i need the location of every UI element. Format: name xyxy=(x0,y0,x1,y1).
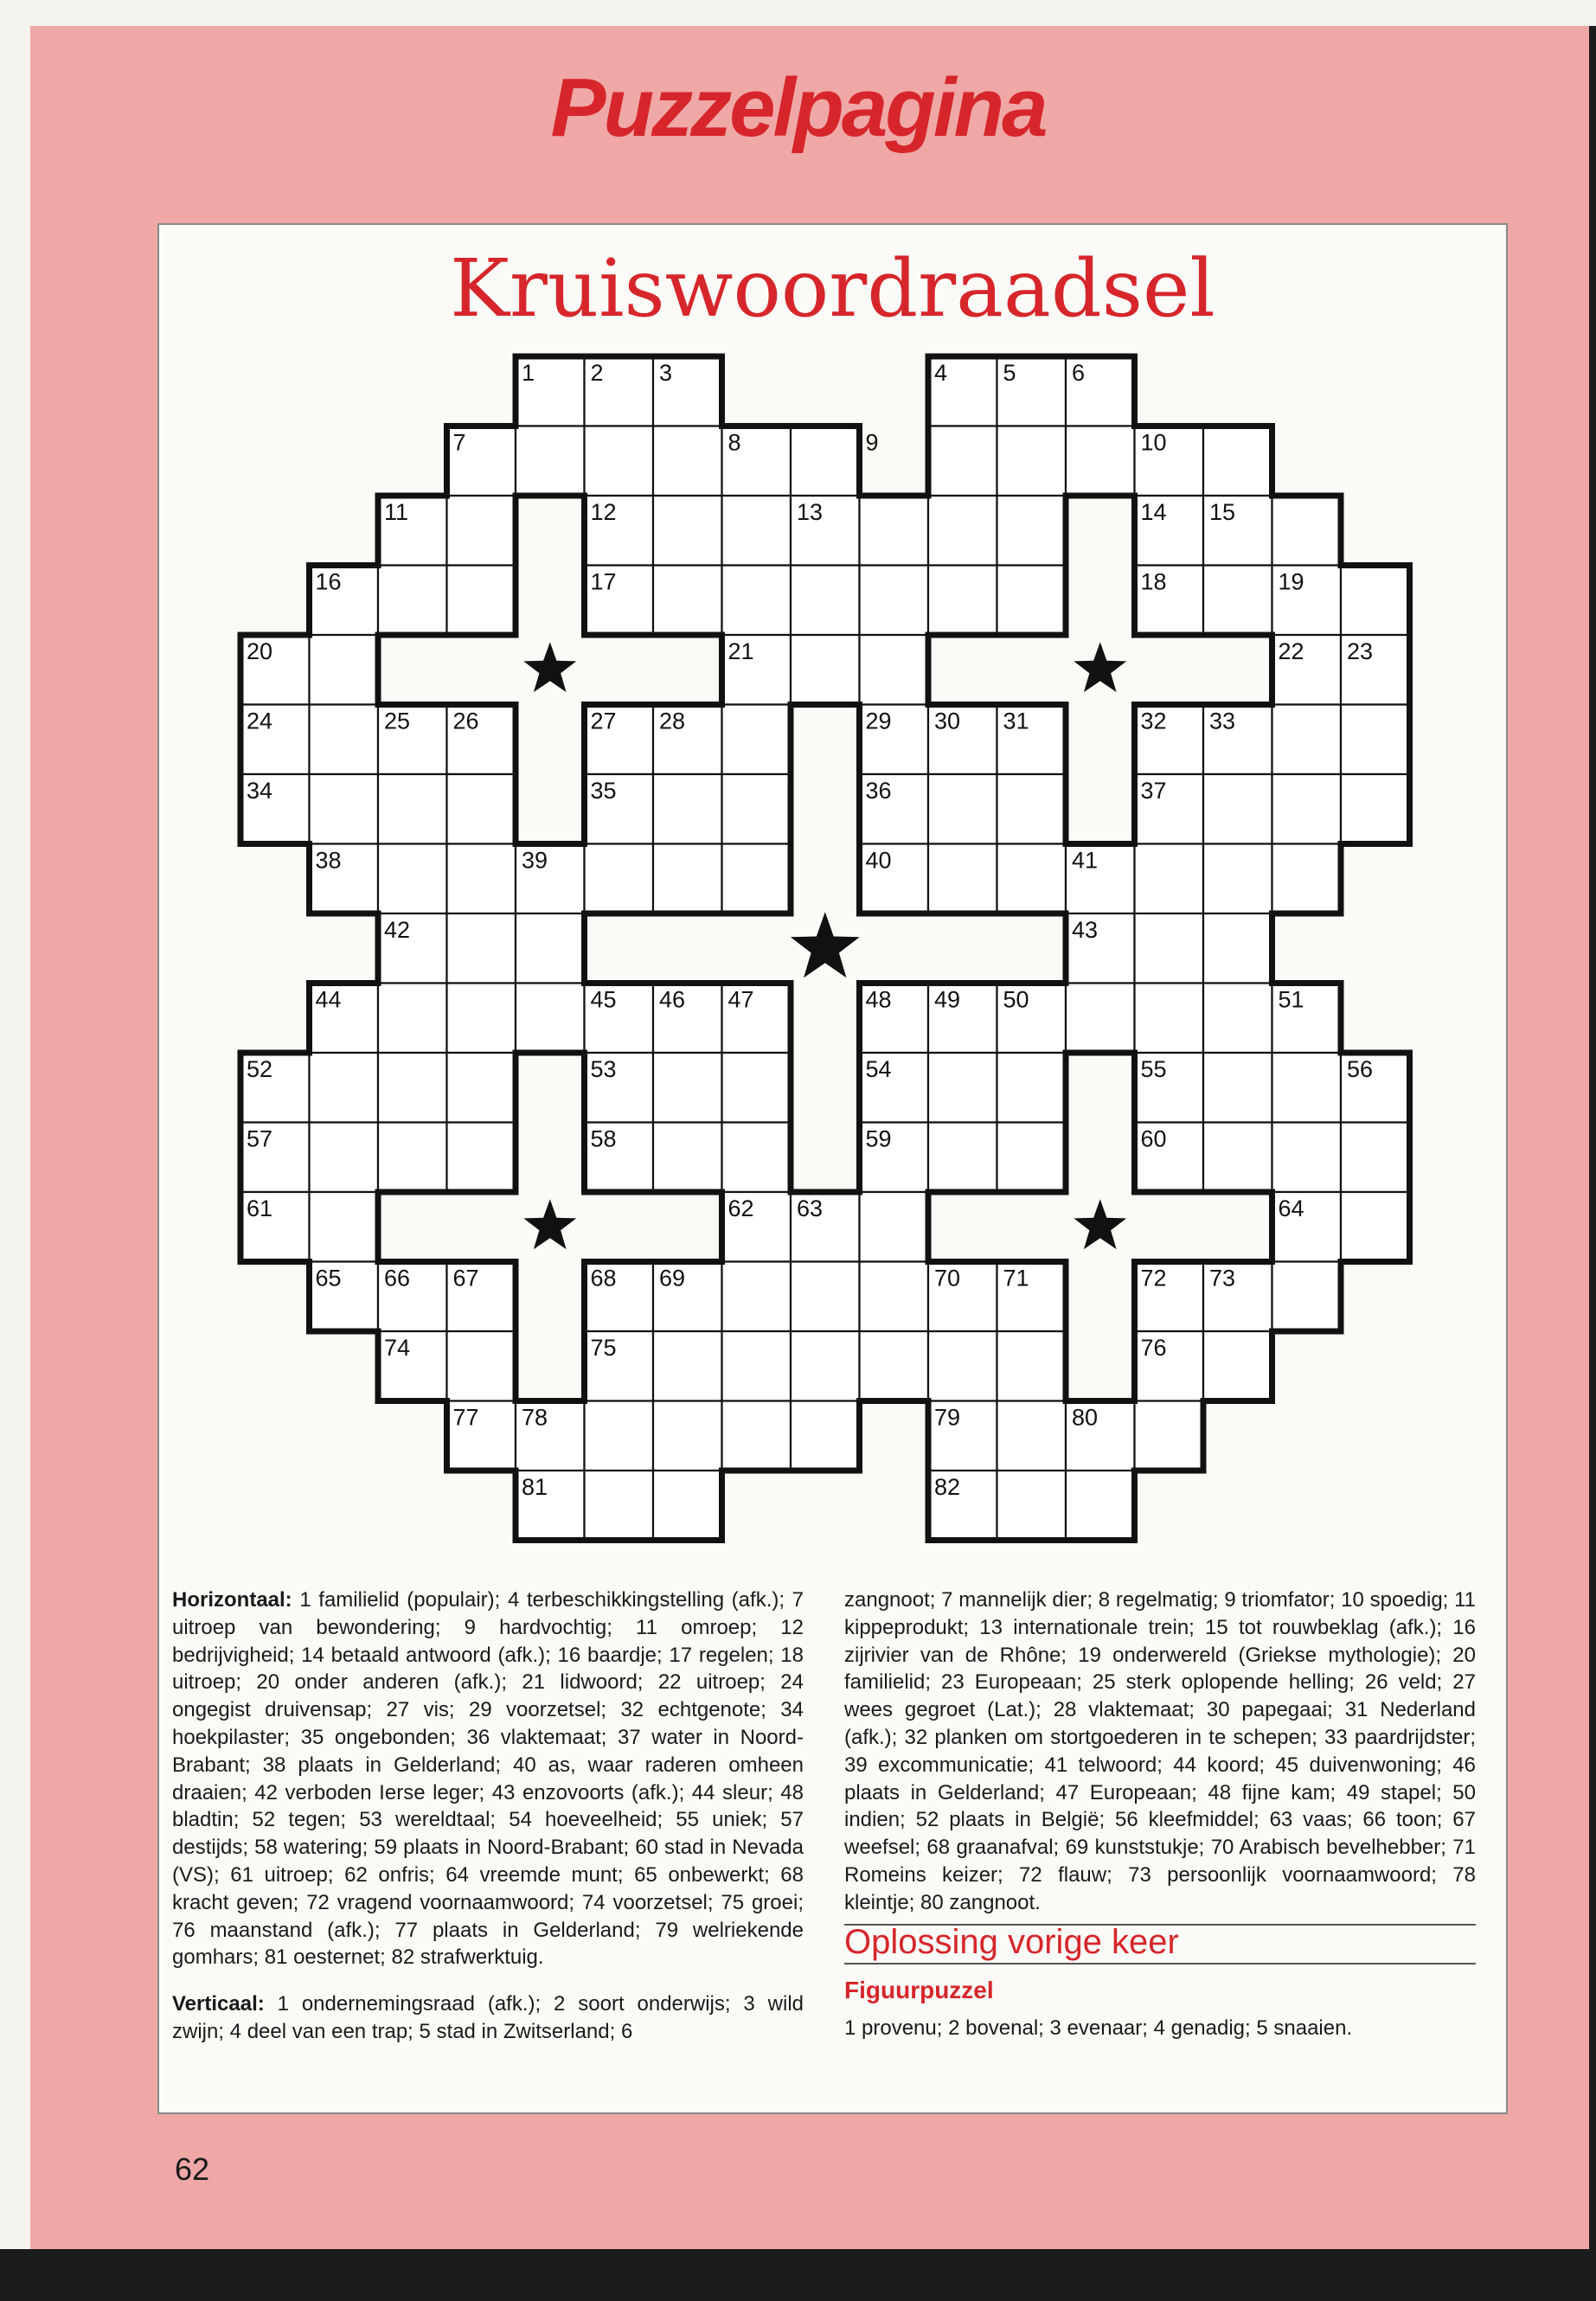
cell-number: 60 xyxy=(1140,1125,1167,1152)
cell-number: 73 xyxy=(1209,1265,1236,1292)
grid-cell xyxy=(378,844,447,914)
cell-number: 3 xyxy=(659,360,673,386)
grid-cell xyxy=(1272,1053,1342,1123)
grid-cell xyxy=(310,774,379,844)
grid-cell xyxy=(1341,774,1410,844)
grid-cell xyxy=(1272,496,1342,566)
grid-cell xyxy=(653,1471,722,1541)
grid-cell xyxy=(997,774,1067,844)
grid-cell xyxy=(516,984,585,1054)
grid-cell xyxy=(447,913,516,984)
grid-cell xyxy=(997,1053,1067,1123)
grid-cell xyxy=(585,1401,654,1471)
grid-cell xyxy=(1272,1123,1342,1193)
grid-cell xyxy=(1203,1123,1272,1193)
cell-number: 7 xyxy=(452,429,466,456)
grid-cell xyxy=(1341,566,1410,636)
grid-cell xyxy=(722,1123,792,1193)
grid-cell xyxy=(1066,1471,1135,1541)
grid-cell xyxy=(722,1053,792,1123)
grid-cell xyxy=(447,496,516,566)
grid-cell xyxy=(447,566,516,636)
grid-cell xyxy=(860,496,929,566)
grid-cell xyxy=(310,1053,379,1123)
cell-number: 80 xyxy=(1072,1404,1099,1431)
cell-number: 33 xyxy=(1209,708,1236,734)
grid-cell xyxy=(791,635,860,705)
cell-number: 72 xyxy=(1140,1265,1167,1292)
cell-number: 56 xyxy=(1347,1056,1374,1082)
cell-number: 10 xyxy=(1140,429,1167,456)
section-title: Puzzelpagina xyxy=(550,61,1046,154)
cell-number: 34 xyxy=(247,778,273,804)
cell-number: 26 xyxy=(452,708,479,734)
clues-section xyxy=(172,1586,1476,2123)
grid-cell xyxy=(1135,984,1204,1054)
cell-number: 41 xyxy=(1072,847,1099,874)
cell-number: 28 xyxy=(659,708,686,734)
cell-number: 4 xyxy=(934,360,948,386)
cell-number: 59 xyxy=(865,1125,892,1152)
cell-number: 66 xyxy=(384,1265,411,1292)
vertical-clues-start xyxy=(172,1990,804,2046)
grid-cell xyxy=(722,566,792,636)
grid-cell xyxy=(1066,984,1135,1054)
cell-number: 62 xyxy=(727,1195,754,1221)
grid-cell xyxy=(791,566,860,636)
grid-cell xyxy=(653,1331,722,1401)
grid-cell xyxy=(378,1053,447,1123)
cell-number: 54 xyxy=(865,1056,892,1082)
cell-number: 16 xyxy=(315,568,342,595)
grid-cell xyxy=(997,1123,1067,1193)
grid-cell xyxy=(1272,774,1342,844)
horizontal-clues xyxy=(172,1586,804,1971)
grid-cell xyxy=(1203,1053,1272,1123)
cell-number: 79 xyxy=(934,1404,961,1431)
star-icon xyxy=(523,1199,576,1249)
grid-cell xyxy=(447,774,516,844)
grid-cell xyxy=(791,1331,860,1401)
grid-cell xyxy=(516,426,585,497)
cell-number: 11 xyxy=(384,499,409,525)
page-number: 62 xyxy=(175,2151,210,2187)
cell-number: 69 xyxy=(659,1265,686,1292)
grid-cell xyxy=(928,1053,997,1123)
cell-number: 64 xyxy=(1278,1195,1304,1221)
cell-number: 76 xyxy=(1140,1335,1167,1361)
vertical-clues-continued: zangnoot; 7 mannelijk dier; 8 regelmatig; 9 triomfator; 10 spoedig; 11 kippeprodukt; 13 internationale trein; 15 tot rouwbeklag (afk.); 16 zijrivier van de Rhône; 19 onderwereld (Griekse mythologie); 20 familielid; 23 Europeaan; 25 sterk oplopende helling; 26 veld; 27 wees gegroet (Lat.); 28 vlaktemaat; 30 papegaai; 31 Nederland (afk.); 32 planken om stortgoederen in te schepen; 33 paardrijdster; 39 excommunicatie; 41 telwoord; 44 koord; 45 duivenwoning; 46 plaats in Gelderland; 47 Europeaan; 48 fijne kam; 49 stapel; 50 indien; 52 plaats in België; 56 kleefmiddel; 63 vaas; 66 toon; 67 weefsel; 68 graanafval; 69 kunststukje; 70 Arabisch bevelhebber; 71 Romeins keizer; 72 flauw; 73 persoonlijk voornaamwoord; 78 kleintje; 80 zangnoot. xyxy=(844,1588,1476,1914)
cell-number: 22 xyxy=(1278,638,1304,664)
cell-number: 67 xyxy=(452,1265,479,1292)
grid-cell xyxy=(310,635,379,705)
cell-number: 53 xyxy=(590,1056,617,1082)
grid-cell xyxy=(928,566,997,636)
clues-column-left xyxy=(172,1586,804,2065)
grid-cell xyxy=(653,496,722,566)
cell-number: 1 xyxy=(522,360,535,386)
cell-number: 23 xyxy=(1347,638,1374,664)
grid-cell xyxy=(1135,844,1204,914)
cell-number: 49 xyxy=(934,986,961,1013)
grid-cell xyxy=(653,566,722,636)
cell-number: 63 xyxy=(797,1195,824,1221)
grid-cell xyxy=(310,1192,379,1262)
grid-cell xyxy=(997,566,1067,636)
star-icon xyxy=(1074,642,1126,692)
grid-cell xyxy=(447,1331,516,1401)
cell-number: 47 xyxy=(727,986,754,1013)
cell-number: 65 xyxy=(315,1265,342,1292)
grid-cell xyxy=(447,844,516,914)
puzzle-title: Kruiswoordraadsel xyxy=(450,242,1215,335)
cell-number: 36 xyxy=(865,778,892,804)
vertical-clues-text: 1 ondernemingsraad (afk.); 2 soort onderwijs; 3 wild zwijn; 4 deel van een trap; 5 stad in Zwitserland; 6 xyxy=(172,1992,804,2043)
grid-cell xyxy=(585,1471,654,1541)
cell-number: 17 xyxy=(590,568,617,595)
grid-cell xyxy=(1066,426,1135,497)
cell-number: 74 xyxy=(384,1335,411,1361)
cell-number: 61 xyxy=(247,1195,273,1221)
cell-number: 30 xyxy=(934,708,961,734)
grid-cell xyxy=(928,844,997,914)
cell-number: 19 xyxy=(1278,568,1304,595)
cell-number: 38 xyxy=(315,847,342,874)
cell-number: 32 xyxy=(1140,708,1167,734)
cell-number: 77 xyxy=(452,1404,479,1431)
cell-number: 40 xyxy=(865,847,892,874)
grid-cell xyxy=(653,1401,722,1471)
star-icon xyxy=(791,912,860,977)
grid-cell xyxy=(997,426,1067,497)
cell-number: 35 xyxy=(590,778,617,804)
grid-cell xyxy=(860,566,929,636)
grid-cell xyxy=(860,1192,929,1262)
grid-cell xyxy=(722,844,792,914)
grid-cell xyxy=(653,844,722,914)
grid-cell xyxy=(997,1331,1067,1401)
cell-number: 51 xyxy=(1278,986,1304,1013)
grid-cell xyxy=(1341,1123,1410,1193)
cell-number: 55 xyxy=(1140,1056,1167,1082)
grid-cell xyxy=(447,984,516,1054)
grid-cell xyxy=(928,1331,997,1401)
cell-number: 44 xyxy=(315,986,342,1013)
cell-number: 45 xyxy=(590,986,617,1013)
cell-number: 14 xyxy=(1140,499,1167,525)
grid-cell xyxy=(1203,426,1272,497)
grid-cell xyxy=(653,1123,722,1193)
grid-cell xyxy=(791,1262,860,1332)
grid-cell xyxy=(378,1123,447,1193)
cell-number: 46 xyxy=(659,986,686,1013)
cell-number: 27 xyxy=(590,708,617,734)
grid-cell xyxy=(928,1123,997,1193)
grid-cell xyxy=(653,774,722,844)
grid-cell xyxy=(516,913,585,984)
grid-cell xyxy=(1272,1262,1342,1332)
star-icon xyxy=(523,642,576,692)
cell-number: 2 xyxy=(590,360,604,386)
grid-cell xyxy=(378,984,447,1054)
grid-cell xyxy=(997,1471,1067,1541)
grid-cell xyxy=(653,426,722,497)
cell-number: 52 xyxy=(247,1056,273,1082)
grid-cell xyxy=(722,1262,792,1332)
cell-number: 31 xyxy=(1003,708,1029,734)
grid-cell xyxy=(1203,844,1272,914)
grid-cell xyxy=(447,1053,516,1123)
grid-cell xyxy=(860,635,929,705)
cell-number: 43 xyxy=(1072,917,1099,943)
solution-subtitle: Figuurpuzzel xyxy=(844,1977,994,2004)
grid-cell xyxy=(1272,844,1342,914)
grid-cell xyxy=(1135,1401,1204,1471)
cell-number: 18 xyxy=(1140,568,1167,595)
grid-cell xyxy=(722,705,792,775)
cell-number: 70 xyxy=(934,1265,961,1292)
grid-cell xyxy=(722,496,792,566)
cell-number: 8 xyxy=(727,429,741,456)
grid-cell xyxy=(585,844,654,914)
grid-cell xyxy=(1135,913,1204,984)
cell-number: 50 xyxy=(1003,986,1029,1013)
grid-cell xyxy=(722,1401,792,1471)
cell-number: 29 xyxy=(865,708,892,734)
grid-cell xyxy=(997,844,1067,914)
grid-cell xyxy=(378,774,447,844)
cell-number: 24 xyxy=(247,708,273,734)
cell-number: 81 xyxy=(522,1474,548,1500)
cell-number: 5 xyxy=(1003,360,1016,386)
grid-cell xyxy=(653,1053,722,1123)
grid-cell xyxy=(1272,705,1342,775)
solution-title: Oplossing vorige keer xyxy=(844,1924,1476,1965)
cell-number: 58 xyxy=(590,1125,617,1152)
horizontal-clues-text: 1 familielid (populair); 4 terbeschikkingstelling (afk.); 7 uitroep van bewondering; 9 hardvochtig; 11 omroep; 12 bedrijvigheid; 14 betaald antwoord (afk.); 16 baardje; 17 regelen; 18 uitroep; 20 onder anderen (afk.); 21 lidwoord; 22 uitroep; 24 ongegist druivensap; 27 vis; 29 voorzetsel; 32 echtgenote; 34 hoekpilaster; 35 ongebonden; 36 vlaktemaat; 37 water in Noord-Brabant; 38 plaats in Gelderland; 40 as, waar raderen omheen draaien; 42 verboden Ierse leger; 43 enzovoorts (afk.); 44 sleur; 48 bladtin; 52 tegen; 53 wereldtaal; 54 hoeveelheid; 55 uniek; 57 destijds; 58 watering; 59 plaats in Noord-Brabant; 60 stad in Nevada (VS); 61 uitroep; 62 onfris; 64 vreemde munt; 65 onbewerkt; 68 kracht geven; 72 vragend voornaamwoord; 74 voorzetsel; 75 groei; 76 maanstand (afk.); 77 plaats in Gelderland; 79 welriekende gomhars; 81 oesternet; 82 strafwerktuig. xyxy=(172,1588,804,1970)
cell-number: 42 xyxy=(384,917,411,943)
cell-number: 57 xyxy=(247,1125,273,1152)
cell-number: 68 xyxy=(590,1265,617,1292)
grid-cell xyxy=(860,1262,929,1332)
cell-number: 12 xyxy=(590,499,617,525)
grid-cell xyxy=(585,426,654,497)
grid-cell xyxy=(1203,984,1272,1054)
star-icon xyxy=(1074,1199,1126,1249)
grid-cell xyxy=(1203,913,1272,984)
grid-cell xyxy=(1203,774,1272,844)
grid-cell xyxy=(860,1331,929,1401)
cell-number: 25 xyxy=(384,708,411,734)
horizontal-heading: Horizontaal: xyxy=(172,1588,292,1612)
cell-number: 39 xyxy=(522,847,548,874)
cell-number: 21 xyxy=(727,638,754,664)
grid-cell xyxy=(722,1331,792,1401)
cell-number: 15 xyxy=(1209,499,1236,525)
grid-cell xyxy=(310,705,379,775)
grid-cell xyxy=(997,1401,1067,1471)
grid-cell xyxy=(791,426,860,497)
grid-cell xyxy=(928,774,997,844)
grid-cell xyxy=(1203,1331,1272,1401)
clues-column-right xyxy=(844,1586,1476,2042)
grid-cell xyxy=(928,426,997,497)
grid-cell xyxy=(310,1123,379,1193)
cell-number: 13 xyxy=(797,499,824,525)
vertical-heading: Verticaal: xyxy=(172,1992,265,2016)
cell-number: 37 xyxy=(1140,778,1167,804)
cell-number: 9 xyxy=(865,429,879,456)
grid-cell xyxy=(447,1123,516,1193)
grid-cell xyxy=(1341,1192,1410,1262)
cell-number: 75 xyxy=(590,1335,617,1361)
grid-cell xyxy=(1203,566,1272,636)
cell-number: 48 xyxy=(865,986,892,1013)
grid-cell xyxy=(722,774,792,844)
grid-cell xyxy=(928,496,997,566)
cell-number: 71 xyxy=(1003,1265,1029,1292)
solution-text: 1 provenu; 2 bovenal; 3 evenaar; 4 genadig; 5 snaaien. xyxy=(844,2016,1353,2041)
cell-number: 6 xyxy=(1072,360,1086,386)
cell-number: 20 xyxy=(247,638,273,664)
grid-cell xyxy=(1341,705,1410,775)
cell-number: 82 xyxy=(934,1474,961,1500)
grid-cell xyxy=(997,496,1067,566)
grid-cell xyxy=(378,566,447,636)
grid-cell xyxy=(791,1401,860,1471)
cell-number: 78 xyxy=(522,1404,548,1431)
